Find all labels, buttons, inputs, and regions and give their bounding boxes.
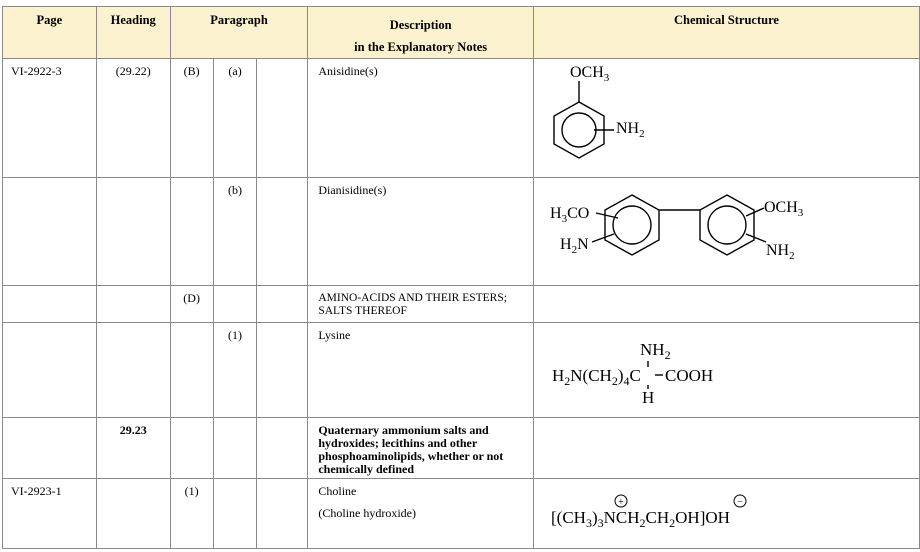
lysine-top-nh2: $NH_2$: [639, 340, 671, 362]
cell-paragraph-3: [257, 323, 308, 418]
cell-paragraph-3: [257, 418, 308, 479]
table-row: [3, 323, 920, 418]
choline-structure: [534, 479, 918, 548]
cell-heading: [96, 479, 170, 549]
cell-structure-anisidine: [533, 59, 919, 178]
cell-paragraph-2: (1): [213, 323, 257, 418]
cell-paragraph-1: (B): [170, 59, 213, 178]
cell-page: VI-2922-3: [3, 59, 97, 178]
nh2-label: $NH_2$: [765, 242, 795, 262]
lysine-structure: [534, 323, 918, 417]
table-row: [3, 59, 920, 178]
header-structure: Chemical Structure: [533, 7, 919, 59]
dianisidine-structure: [534, 178, 918, 285]
table-row: [3, 178, 920, 286]
cell-paragraph-3: [257, 59, 308, 178]
cell-paragraph-2: [213, 479, 257, 549]
choline-formula: $[(CH_3)_3NCH_2CH_2OH]OH$: [550, 508, 730, 530]
cell-page: [3, 286, 97, 323]
lysine-bottom-h: H: [641, 388, 655, 407]
cell-heading: (29.22): [96, 59, 170, 178]
plus-sign: +: [618, 497, 624, 508]
lysine-chain: $H_2N(CH_2)_4C$: [551, 366, 641, 388]
cell-paragraph-2: (a): [213, 59, 257, 178]
cell-paragraph-2: (b): [213, 178, 257, 286]
cell-paragraph-1: [170, 178, 213, 286]
cell-page: [3, 178, 97, 286]
cell-paragraph-2: [213, 286, 257, 323]
table-row: [3, 286, 920, 323]
table-row: [3, 418, 920, 479]
cell-paragraph-2: [213, 418, 257, 479]
cell-structure-lysine: [533, 323, 919, 418]
cell-structure-dianisidine: [533, 178, 919, 286]
cell-description: Quaternary ammonium salts and hydroxides; lecithins and other phosphoaminolipids, whether or not chemically defined: [308, 418, 534, 479]
cell-paragraph-3: [257, 286, 308, 323]
h3co-label: $H_3CO$: [549, 205, 590, 225]
cell-paragraph-3: [257, 479, 308, 549]
cell-paragraph-1: [170, 323, 213, 418]
cell-paragraph-1: (1): [170, 479, 213, 549]
lysine-cooh: COOH: [664, 366, 714, 385]
anisidine-structure: [534, 59, 918, 177]
cell-structure: [533, 418, 919, 479]
header-paragraph: Paragraph: [170, 7, 308, 59]
cell-structure: [533, 286, 919, 323]
header-page: Page: [3, 7, 97, 59]
nh2-label: $NH_2$: [615, 120, 645, 140]
cell-description: AMINO-ACIDS AND THEIR ESTERS; SALTS THEREOF: [308, 286, 534, 323]
h2n-label: $H_2N$: [559, 236, 589, 256]
cell-page: [3, 323, 97, 418]
cell-description: Anisidine(s): [308, 59, 534, 178]
minus-sign: −: [737, 497, 743, 508]
table-row: [3, 479, 920, 549]
cell-description: Lysine: [308, 323, 534, 418]
och3-label: $OCH_3$: [763, 199, 804, 219]
explanatory-notes-table: [2, 6, 920, 549]
cell-page: [3, 418, 97, 479]
cell-heading: [96, 178, 170, 286]
cell-description: Choline (Choline hydroxide): [308, 479, 534, 549]
header-heading: Heading: [96, 7, 170, 59]
och3-label: $OCH_3$: [569, 64, 610, 84]
cell-heading: [96, 323, 170, 418]
cell-heading: 29.23: [96, 418, 170, 479]
cell-paragraph-3: [257, 178, 308, 286]
cell-heading: [96, 286, 170, 323]
header-description: Description in the Explanatory Notes: [308, 7, 534, 59]
cell-paragraph-1: [170, 418, 213, 479]
cell-paragraph-1: (D): [170, 286, 213, 323]
cell-page: VI-2923-1: [3, 479, 97, 549]
cell-description: Dianisidine(s): [308, 178, 534, 286]
cell-structure-choline: [533, 479, 919, 549]
